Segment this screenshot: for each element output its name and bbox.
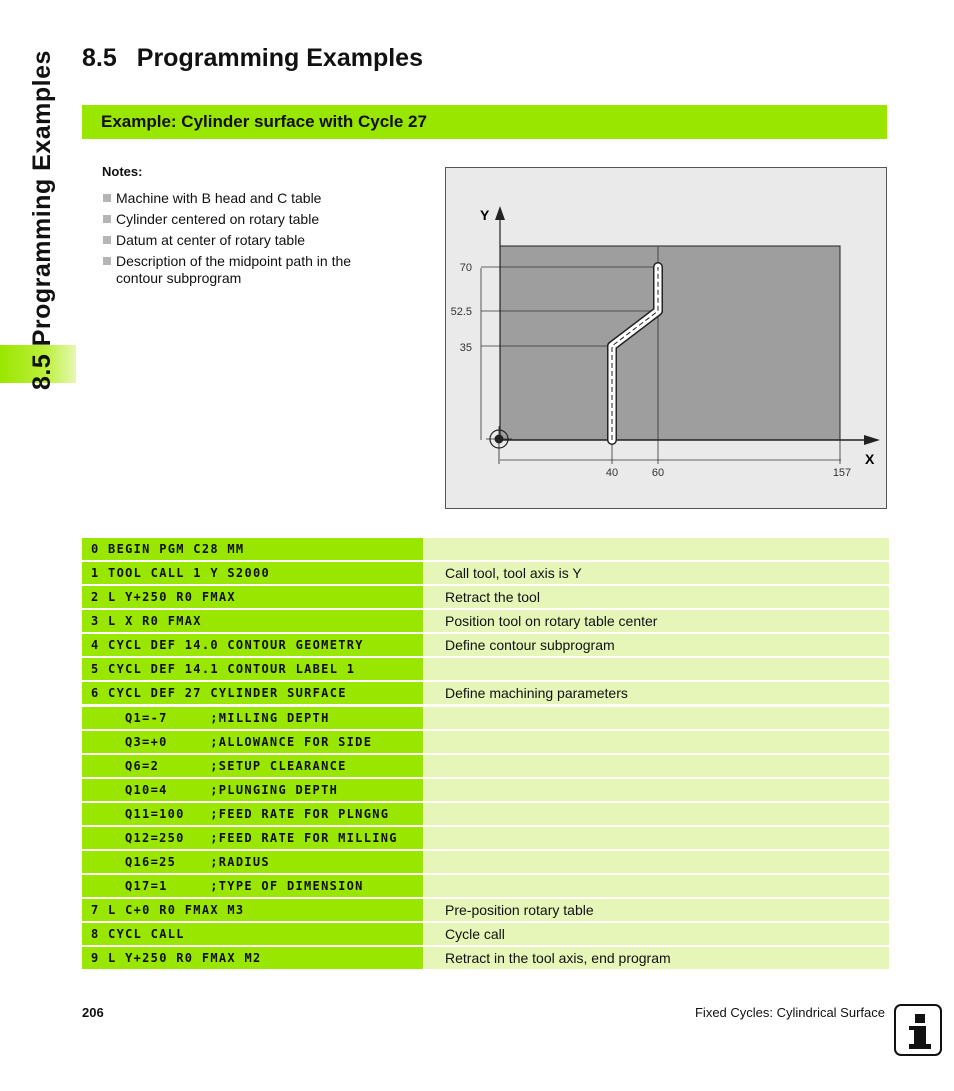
nc-comment [424, 827, 889, 849]
note-text: Machine with B head and C table [116, 190, 322, 206]
page-title [82, 44, 423, 73]
nc-code: 2 L Y+250 R0 FMAX [82, 586, 423, 608]
nc-comment [424, 707, 889, 729]
nc-code: 1 TOOL CALL 1 Y S2000 [82, 562, 423, 584]
nc-comment: Retract in the tool axis, end program [424, 947, 889, 969]
nc-comment: Cycle call [424, 923, 889, 945]
square-bullet-icon [103, 257, 111, 265]
note-item [102, 253, 392, 287]
section-title: Programming Examples [136, 44, 423, 72]
nc-code: Q12=250 ;FEED RATE FOR MILLING [82, 827, 423, 849]
program-row [82, 875, 889, 897]
program-row [82, 658, 889, 680]
example-title: Example: Cylinder surface with Cycle 27 [101, 112, 427, 131]
nc-comment [424, 803, 889, 825]
nc-comment [424, 731, 889, 753]
section-number: 8.5 [82, 44, 117, 72]
program-row [82, 947, 889, 969]
program-row [82, 851, 889, 873]
nc-code: Q17=1 ;TYPE OF DIMENSION [82, 875, 423, 897]
y-axis-arrow-icon [495, 206, 505, 220]
nc-code: 0 BEGIN PGM C28 MM [82, 538, 423, 560]
x-axis-arrow-icon [864, 435, 880, 445]
program-row [82, 755, 889, 777]
nc-code: 7 L C+0 R0 FMAX M3 [82, 899, 423, 921]
notes-heading: Notes: [102, 164, 143, 179]
nc-code: Q16=25 ;RADIUS [82, 851, 423, 873]
note-item [102, 190, 392, 207]
program-row [82, 610, 889, 632]
nc-code: 6 CYCL DEF 27 CYLINDER SURFACE [82, 682, 423, 704]
nc-comment: Pre-position rotary table [424, 899, 889, 921]
note-text: Cylinder centered on rotary table [116, 211, 320, 227]
x-tick-60: 60 [651, 467, 665, 479]
program-row [82, 538, 889, 560]
nc-code: Q10=4 ;PLUNGING DEPTH [82, 779, 423, 801]
nc-comment [424, 779, 889, 801]
program-row [82, 899, 889, 921]
nc-comment [424, 875, 889, 897]
square-bullet-icon [103, 194, 111, 202]
note-text: Datum at center of rotary table [116, 232, 306, 248]
program-row [82, 682, 889, 704]
note-text: Description of the midpoint path in the contour subprogram [116, 253, 352, 286]
program-row [82, 779, 889, 801]
nc-code: 4 CYCL DEF 14.0 CONTOUR GEOMETRY [82, 634, 423, 656]
note-item [102, 211, 392, 228]
nc-comment [424, 658, 889, 680]
page-number: 206 [82, 1005, 104, 1020]
nc-code: Q11=100 ;FEED RATE FOR PLNGNG [82, 803, 423, 825]
nc-comment [424, 755, 889, 777]
nc-comment: Define contour subprogram [424, 634, 889, 656]
square-bullet-icon [103, 236, 111, 244]
x-axis-label: X [865, 451, 875, 467]
nc-comment [424, 538, 889, 560]
program-row [82, 803, 889, 825]
info-icon-base [909, 1044, 931, 1049]
nc-comment: Retract the tool [424, 586, 889, 608]
side-tab-label: 8.5 Programming Examples [28, 50, 56, 390]
workpiece-rect [500, 246, 840, 440]
nc-comment: Position tool on rotary table center [424, 610, 889, 632]
y-tick-52-5: 52.5 [450, 306, 472, 318]
note-item [102, 232, 392, 249]
nc-code: 3 L X R0 FMAX [82, 610, 423, 632]
program-row [82, 827, 889, 849]
nc-code: Q6=2 ;SETUP CLEARANCE [82, 755, 423, 777]
program-row [82, 634, 889, 656]
program-row [82, 586, 889, 608]
contour-drawing [445, 167, 887, 509]
chapter-title: Fixed Cycles: Cylindrical Surface [694, 1005, 885, 1020]
program-row [82, 707, 889, 729]
program-row [82, 562, 889, 584]
square-bullet-icon [103, 215, 111, 223]
program-row [82, 731, 889, 753]
info-icon [894, 1004, 942, 1056]
nc-comment: Call tool, tool axis is Y [424, 562, 889, 584]
nc-comment: Define machining parameters [424, 682, 889, 704]
y-tick-35: 35 [459, 342, 472, 354]
nc-code: 8 CYCL CALL [82, 923, 423, 945]
nc-comment [424, 851, 889, 873]
notes-list [102, 190, 392, 291]
y-axis-label: Y [480, 207, 490, 223]
y-tick-70: 70 [459, 262, 472, 274]
info-icon-dot [915, 1014, 925, 1023]
example-title-bar [82, 105, 887, 139]
nc-code: 5 CYCL DEF 14.1 CONTOUR LABEL 1 [82, 658, 423, 680]
program-row [82, 923, 889, 945]
nc-code: Q3=+0 ;ALLOWANCE FOR SIDE [82, 731, 423, 753]
x-tick-157: 157 [832, 467, 852, 479]
nc-code: 9 L Y+250 R0 FMAX M2 [82, 947, 423, 969]
contour-drawing-svg [446, 168, 888, 510]
x-tick-40: 40 [605, 467, 619, 479]
nc-code: Q1=-7 ;MILLING DEPTH [82, 707, 423, 729]
